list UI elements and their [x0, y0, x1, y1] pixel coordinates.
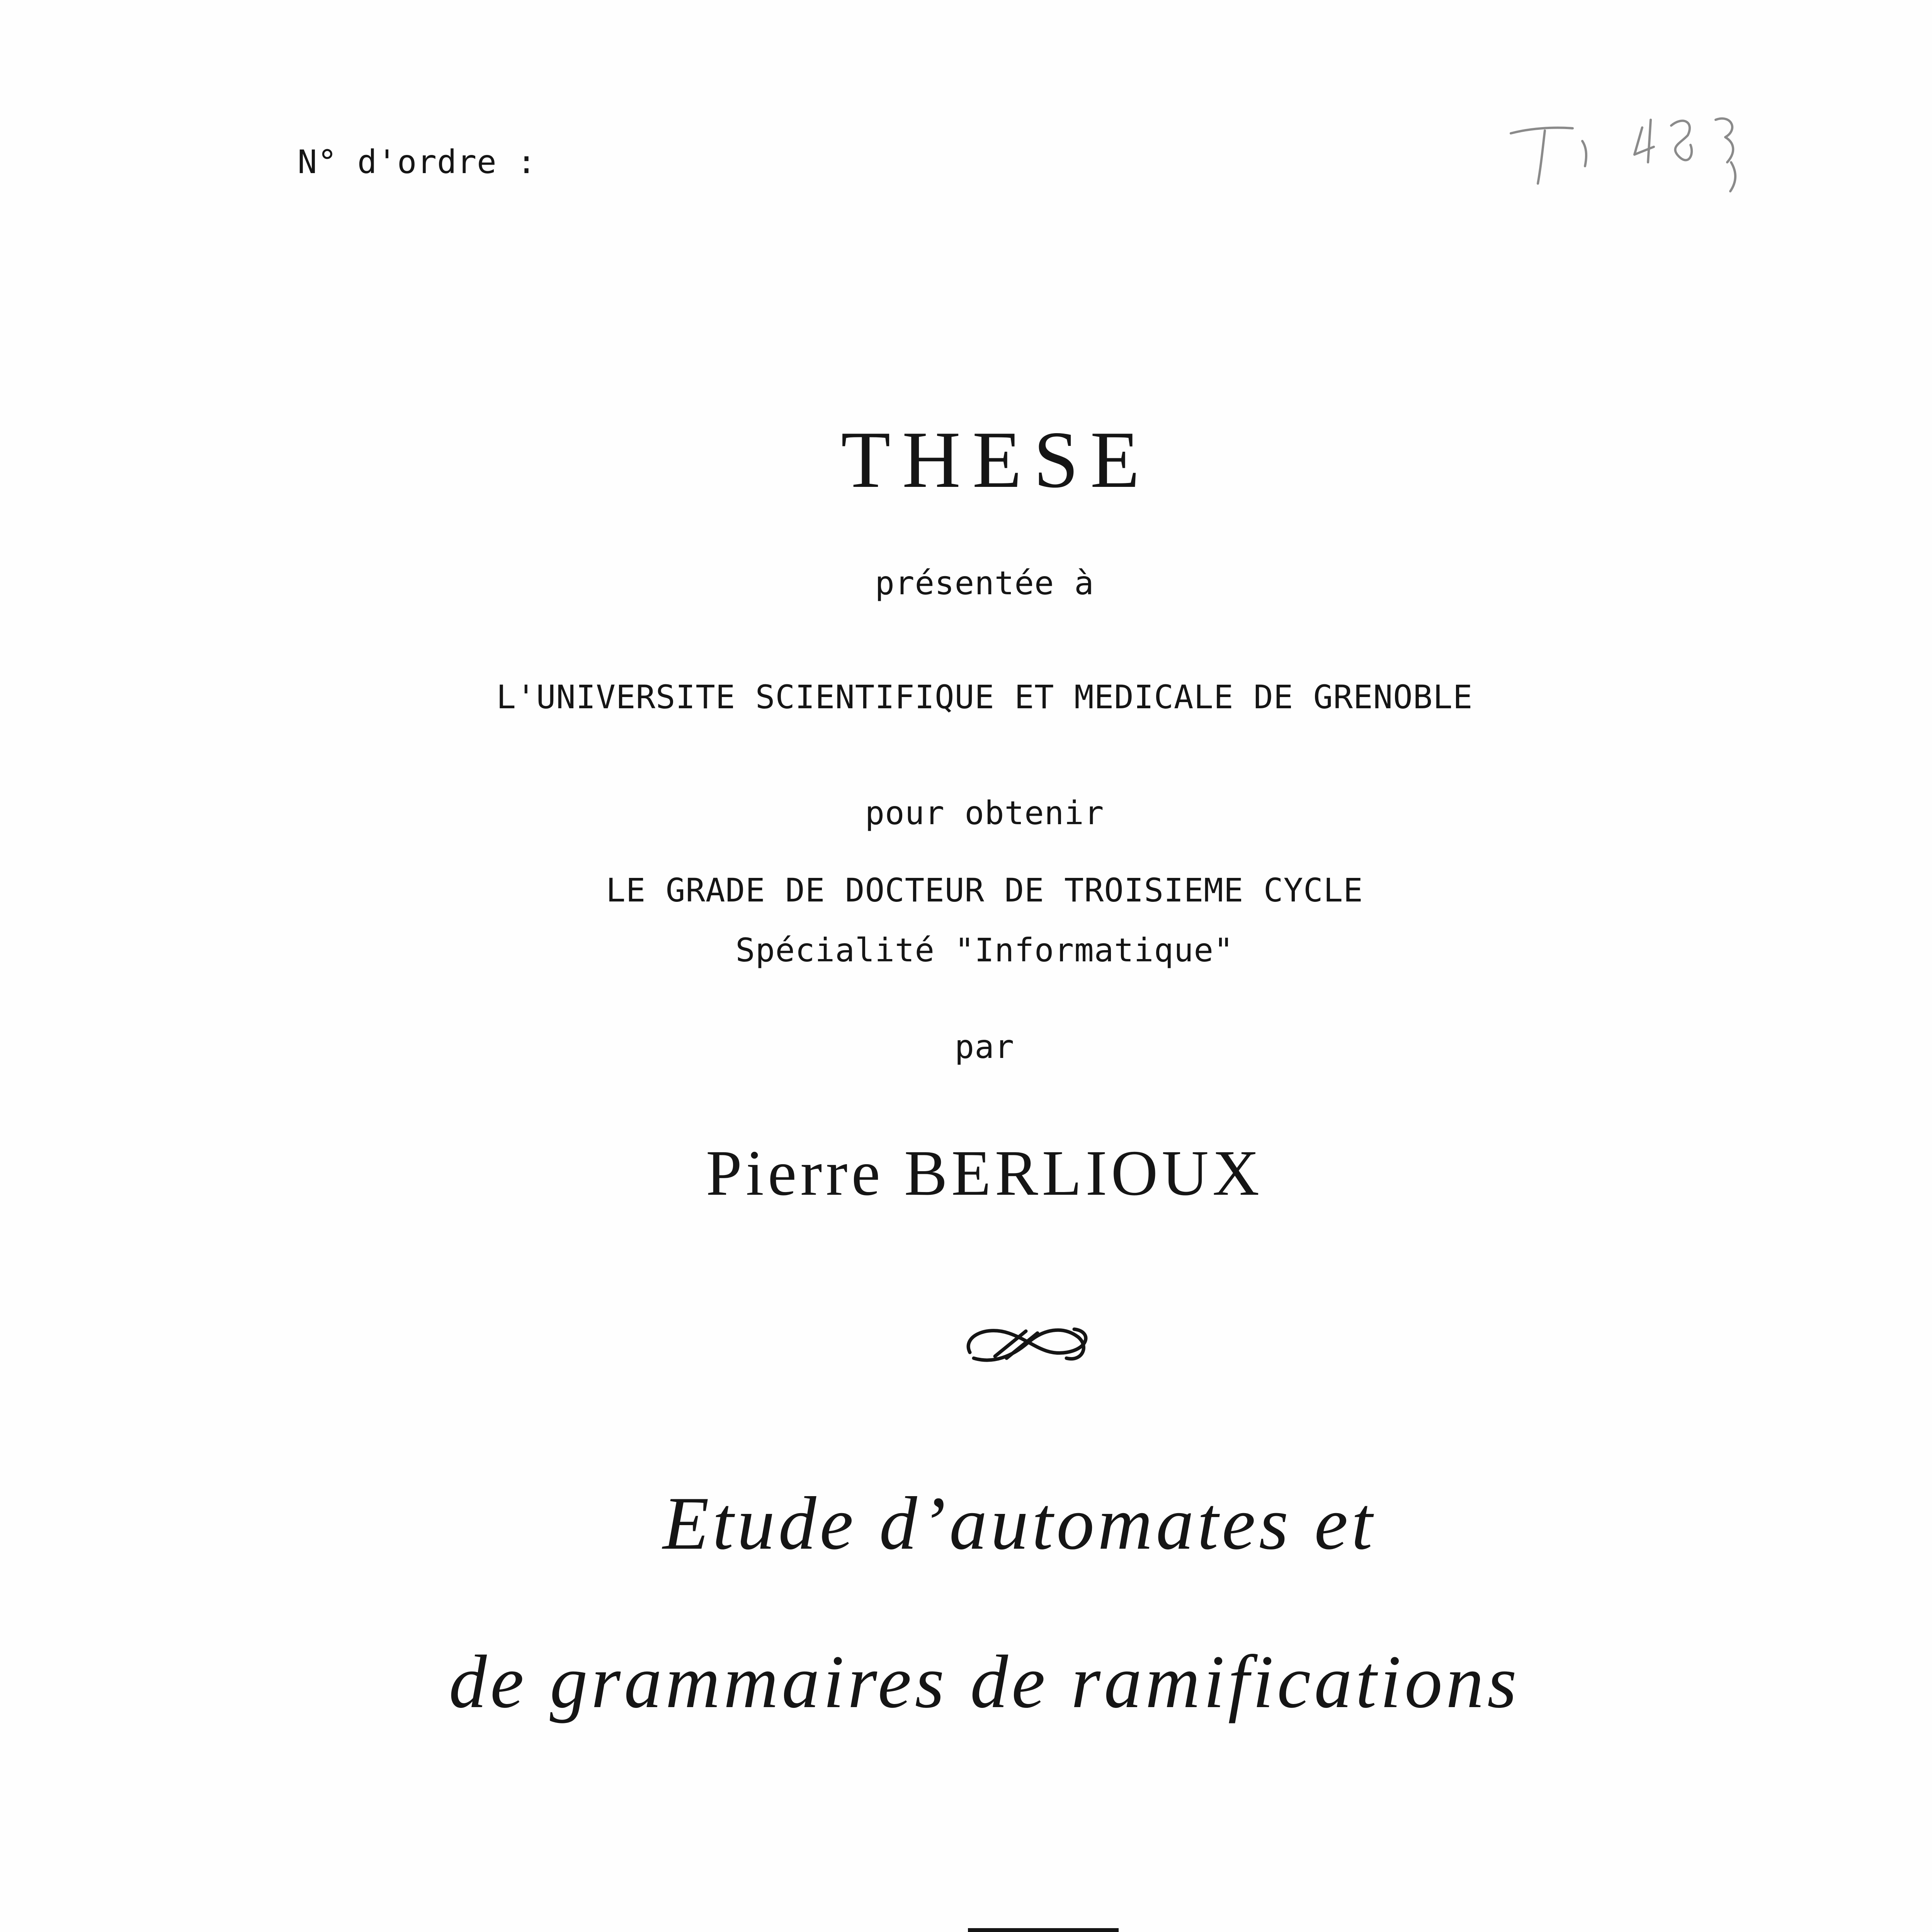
degree-title: LE GRADE DE DOCTEUR DE TROISIEME CYCLE: [606, 871, 1363, 909]
purpose-text: pour obtenir: [865, 794, 1104, 832]
separator-rule: [968, 1928, 1119, 1932]
flourish-ornament-icon: [958, 1310, 1097, 1376]
work-title-line-2: de grammaires de ramifications: [449, 1640, 1520, 1724]
document-title: THESE: [841, 415, 1151, 505]
handwritten-annotation: [1499, 104, 1770, 205]
work-title-line-1: Etude d’automates et: [663, 1481, 1376, 1565]
by-text: par: [954, 1028, 1015, 1066]
university-name: L'UNIVERSITE SCIENTIFIQUE ET MEDICALE DE GRENOBLE: [496, 678, 1473, 716]
order-number-label: N° d'ordre :: [298, 143, 537, 181]
presented-to-text: présentée à: [875, 564, 1094, 602]
author-name: Pierre BERLIOUX: [706, 1137, 1264, 1209]
specialty-text: Spécialité "Informatique": [735, 931, 1234, 969]
